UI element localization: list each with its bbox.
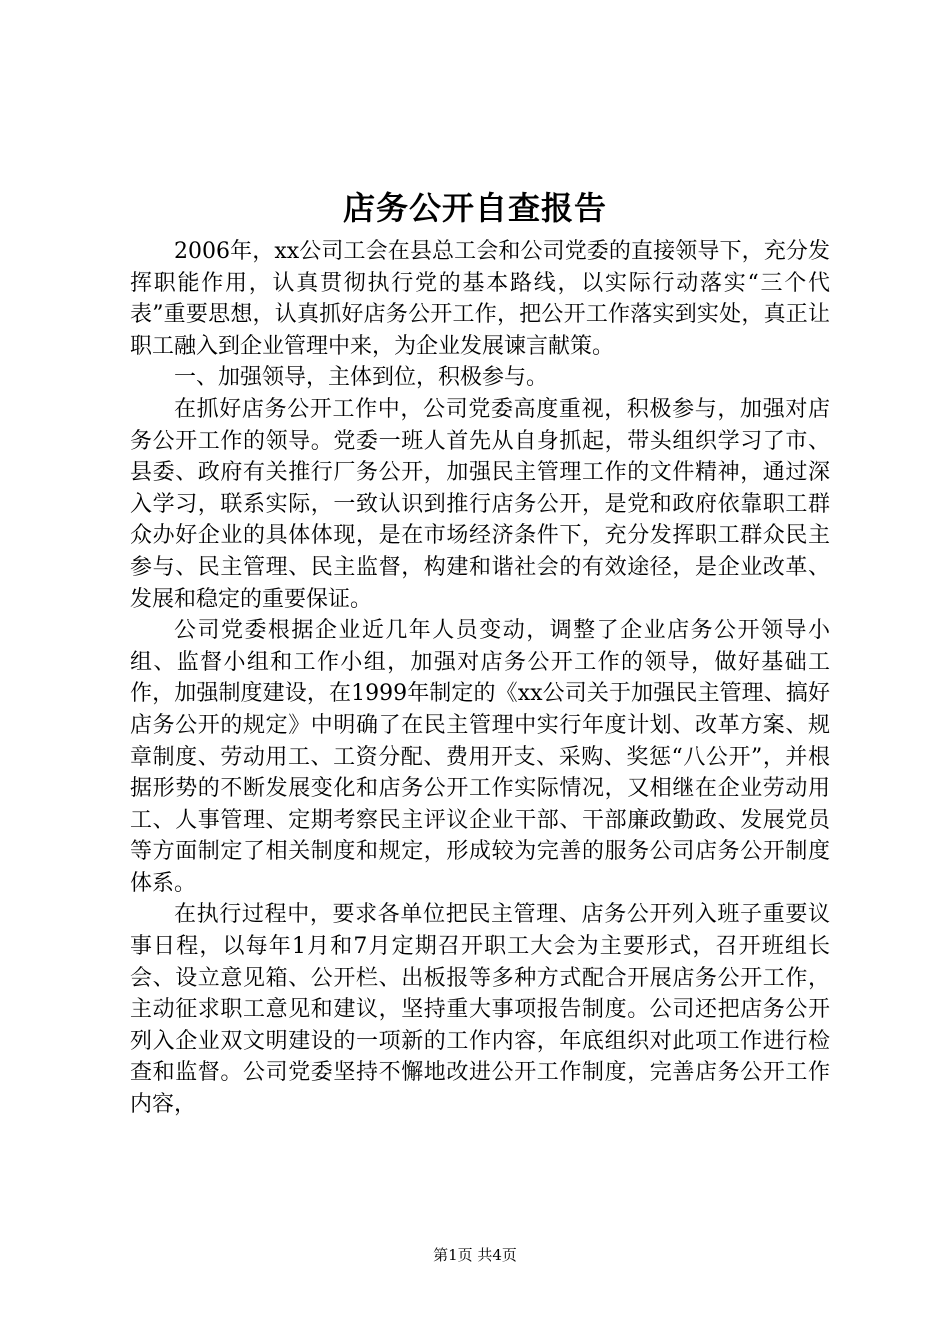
- paragraph-execution: 在执行过程中，要求各单位把民主管理、店务公开列入班子重要议事日程，以每年1月和7月定期召开职工大会为主要形式，召开班组长会、设立意见箱、公开栏、出板报等多种方式配合开展店务公开工作，主动征求职工意见和建议，坚持重大事项报告制度。公司还把店务公开列入企业双文明建设的一项新的工作内容，年底组织对此项工作进行检查和监督。公司党委坚持不懈地改进公开工作制度，完善店务公开工作内容，: [130, 902, 830, 1118]
- page-number-footer: 第1页 共4页: [433, 1246, 517, 1264]
- paragraph-leadership: 在抓好店务公开工作中，公司党委高度重视，积极参与，加强对店务公开工作的领导。党委一班人首先从自身抓起，带头组织学习了市、县委、政府有关推行厂务公开，加强民主管理工作的文件精神，通过深入学习，联系实际，一致认识到推行店务公开，是党和政府依靠职工群众办好企业的具体体现，是在市场经济条件下，充分发挥职工群众民主参与、民主管理、民主监督，构建和谐社会的有效途径，是企业改革、发展和稳定的重要保证。: [130, 396, 830, 612]
- paragraph-organization: 公司党委根据企业近几年人员变动，调整了企业店务公开领导小组、监督小组和工作小组，加强对店务公开工作的领导，做好基础工作，加强制度建设，在1999年制定的《xx公司关于加强民主管理、搞好店务公开的规定》中明确了在民主管理中实行年度计划、改革方案、规章制度、劳动用工、工资分配、费用开支、采购、奖惩“八公开”，并根据形势的不断发展变化和店务公开工作实际情况，又相继在企业劳动用工、人事管理、定期考察民主评议企业干部、干部廉政勤政、发展党员等方面制定了相关制度和规定，形成较为完善的服务公司店务公开制度体系。: [130, 618, 830, 896]
- section-heading-1: 一、加强领导，主体到位，积极参与。: [174, 365, 549, 391]
- paragraph-intro: 2006年，xx公司工会在县总工会和公司党委的直接领导下，充分发挥职能作用，认真贯彻执行党的基本路线，以实际行动落实“三个代表”重要思想，认真抓好店务公开工作，把公开工作落实到实处，真正让职工融入到企业管理中来，为企业发展谏言献策。: [130, 239, 830, 359]
- document-title: 店务公开自查报告: [342, 189, 607, 227]
- document-body: [130, 236, 830, 1121]
